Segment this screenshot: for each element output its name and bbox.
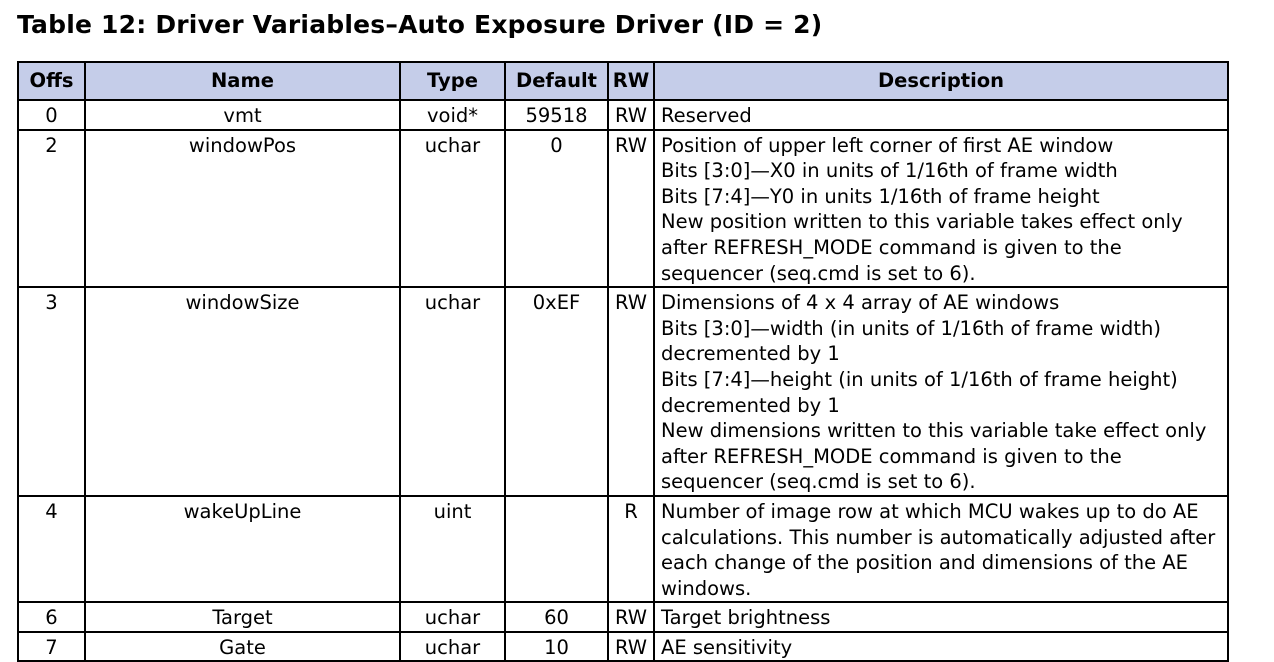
- cell-default: 0: [505, 130, 608, 288]
- header-name: Name: [85, 62, 400, 100]
- cell-rw: RW: [608, 287, 654, 496]
- cell-description: [654, 287, 1228, 496]
- cell-default: 10: [505, 632, 608, 662]
- cell-type: uint: [400, 496, 505, 602]
- cell-offs: 6: [18, 602, 85, 632]
- description-line: Dimensions of 4 x 4 array of AE windows: [661, 291, 1060, 315]
- cell-offs: 3: [18, 287, 85, 496]
- cell-type: uchar: [400, 632, 505, 662]
- table-row: [18, 632, 1228, 662]
- cell-description: [654, 632, 1228, 662]
- driver-variables-table: [17, 61, 1229, 662]
- description-line: sequencer (seq.cmd is set to 6).: [661, 261, 976, 285]
- cell-offs: 7: [18, 632, 85, 662]
- cell-offs: 4: [18, 496, 85, 602]
- description-line: after REFRESH_MODE command is given to the: [661, 235, 1122, 259]
- header-default: Default: [505, 62, 608, 100]
- cell-name: windowPos: [85, 130, 400, 288]
- description-line: Bits [7:4]—Y0 in units 1/16th of frame height: [661, 184, 1100, 208]
- description-line: New dimensions written to this variable take effect only: [661, 419, 1207, 443]
- cell-default: 0xEF: [505, 287, 608, 496]
- cell-rw: RW: [608, 602, 654, 632]
- cell-rw: RW: [608, 130, 654, 288]
- description-line: Bits [3:0]—X0 in units of 1/16th of frame width: [661, 159, 1118, 183]
- header-offs: Offs: [18, 62, 85, 100]
- description-line: AE sensitivity: [661, 635, 793, 659]
- cell-description: [654, 130, 1228, 288]
- cell-default: 59518: [505, 100, 608, 130]
- cell-description: [654, 100, 1228, 130]
- cell-name: vmt: [85, 100, 400, 130]
- description-line: calculations. This number is automatically adjusted after: [661, 525, 1216, 549]
- description-line: Reserved: [661, 104, 752, 127]
- cell-type: uchar: [400, 602, 505, 632]
- table-title: Table 12: Driver Variables–Auto Exposure Driver (ID = 2): [17, 10, 823, 39]
- cell-name: windowSize: [85, 287, 400, 496]
- cell-rw: RW: [608, 632, 654, 662]
- cell-name: Gate: [85, 632, 400, 662]
- description-line: Bits [3:0]—width (in units of 1/16th of frame width): [661, 316, 1161, 340]
- header-description: Description: [654, 62, 1228, 100]
- description-line: New position written to this variable takes effect only: [661, 210, 1183, 234]
- description-line: after REFRESH_MODE command is given to the: [661, 444, 1122, 468]
- table-row: [18, 287, 1228, 496]
- cell-description: [654, 602, 1228, 632]
- description-line: decremented by 1: [661, 393, 840, 417]
- cell-offs: 2: [18, 130, 85, 288]
- cell-type: uchar: [400, 287, 505, 496]
- description-line: sequencer (seq.cmd is set to 6).: [661, 470, 976, 494]
- cell-description: [654, 496, 1228, 602]
- cell-rw: RW: [608, 100, 654, 130]
- description-line: windows.: [661, 576, 752, 600]
- description-line: each change of the position and dimensions of the AE: [661, 551, 1188, 575]
- cell-offs: 0: [18, 100, 85, 130]
- header-type: Type: [400, 62, 505, 100]
- cell-type: uchar: [400, 130, 505, 288]
- description-line: Target brightness: [661, 606, 831, 630]
- description-line: Number of image row at which MCU wakes up to do AE: [661, 499, 1199, 523]
- description-line: Bits [7:4]—height (in units of 1/16th of frame height): [661, 367, 1178, 391]
- cell-default: [505, 496, 608, 602]
- table-row: [18, 496, 1228, 602]
- cell-rw: R: [608, 496, 654, 602]
- description-line: decremented by 1: [661, 342, 840, 366]
- table-row: [18, 602, 1228, 632]
- cell-type: void*: [400, 100, 505, 130]
- header-rw: RW: [608, 62, 654, 100]
- description-line: Position of upper left corner of first AE window: [661, 133, 1114, 157]
- cell-name: wakeUpLine: [85, 496, 400, 602]
- table-row: [18, 100, 1228, 130]
- cell-default: 60: [505, 602, 608, 632]
- cell-name: Target: [85, 602, 400, 632]
- header-row: [18, 62, 1228, 100]
- table-row: [18, 130, 1228, 288]
